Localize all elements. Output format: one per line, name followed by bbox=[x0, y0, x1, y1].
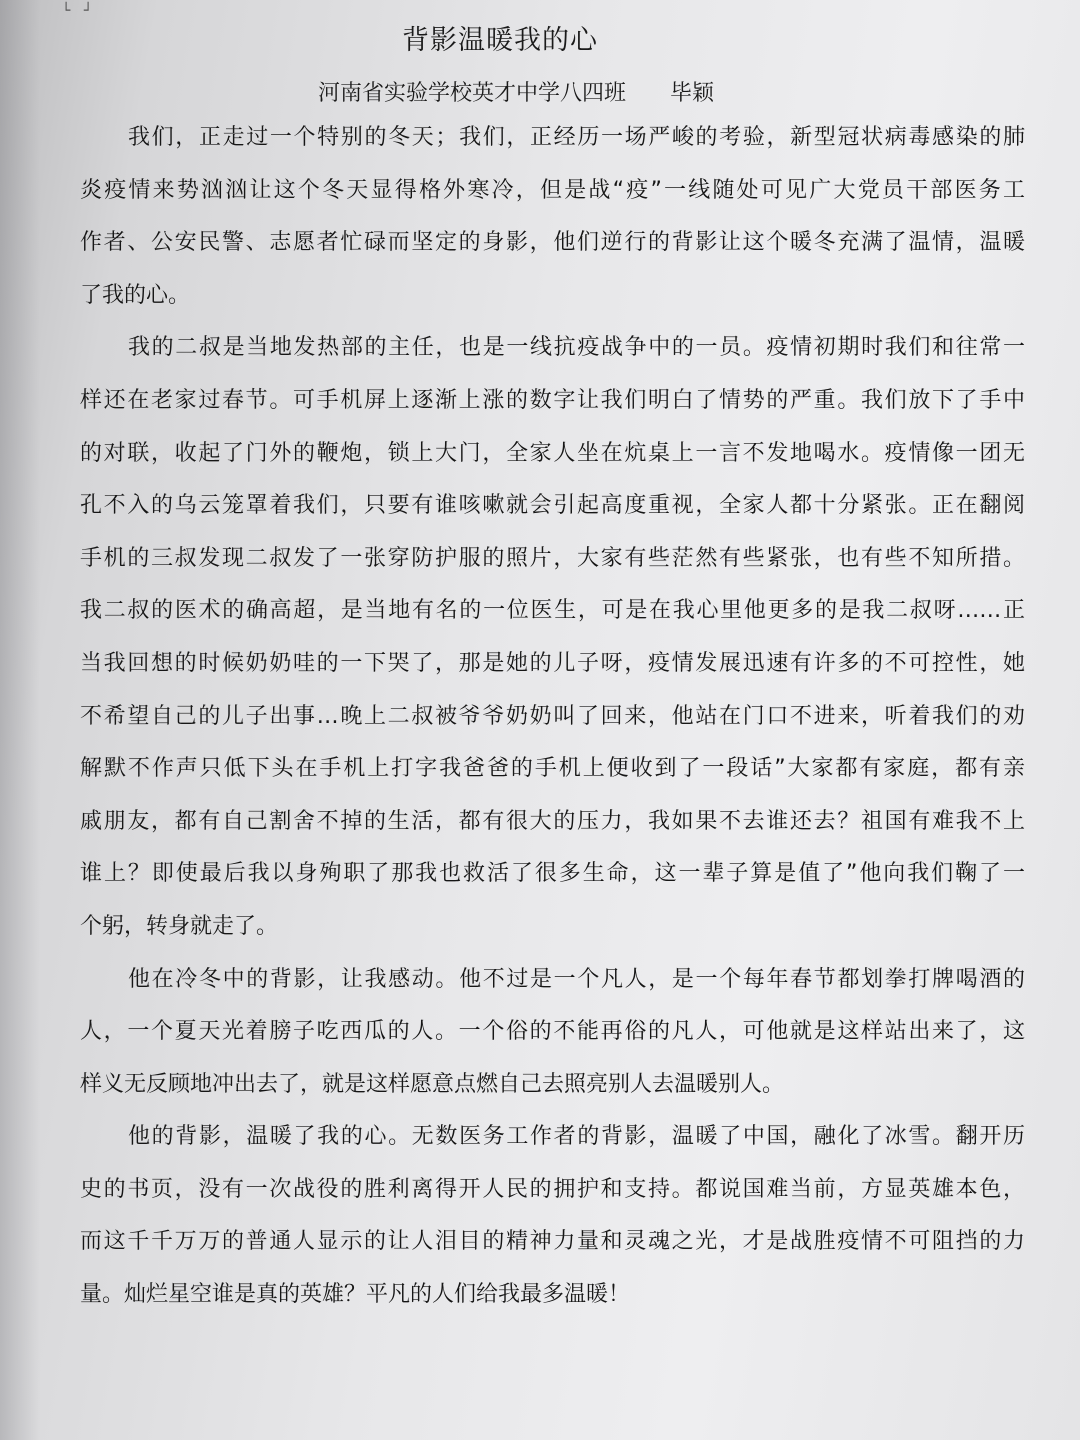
paragraph-line: 作者、公安民警、志愿者忙碌而坚定的身影，他们逆行的背影让这个暖冬充满了温情，温暖 bbox=[80, 230, 1025, 256]
paragraph-line: 了我的心。 bbox=[80, 282, 191, 308]
paragraph-line: 他在冷冬中的背影，让我感动。他不过是一个凡人，是一个每年春节都划拳打牌喝酒的 bbox=[128, 966, 1025, 992]
paragraph-line: 人，一个夏天光着膀子吃西瓜的人。一个俗的不能再俗的凡人，可他就是这样站出来了，这 bbox=[80, 1019, 1025, 1045]
paragraph-3 bbox=[80, 954, 1025, 1112]
paragraph-line: 个躬，转身就走了。 bbox=[80, 913, 279, 939]
paragraph-1 bbox=[80, 112, 1025, 322]
paragraph-line: 样还在老家过春节。可手机屏上逐渐上涨的数字让我们明白了情势的严重。我们放下了手中 bbox=[80, 387, 1025, 413]
paragraph-line: 我的二叔是当地发热部的主任，也是一线抗疫战争中的一员。疫情初期时我们和往常一 bbox=[128, 335, 1025, 361]
paragraph-line: 而这千千万万的普通人显示的让人泪目的精神力量和灵魂之光，才是战胜疫情不可阻挡的力 bbox=[80, 1229, 1025, 1255]
paragraph-line: 谁上？即使最后我以身殉职了那我也救活了很多生命，这一辈子算是值了”他向我们鞠了一 bbox=[80, 861, 1025, 887]
paragraph-line: 的对联，收起了门外的鞭炮，锁上大门，全家人坐在炕桌上一言不发地喝水。疫情像一团无 bbox=[80, 440, 1025, 466]
paragraph-line: 炎疫情来势汹汹让这个冬天显得格外寒冷，但是战“疫”一线随处可见广大党员干部医务工 bbox=[80, 177, 1025, 203]
paragraph-line: 量。灿烂星空谁是真的英雄？平凡的人们给我最多温暖！ bbox=[80, 1282, 631, 1308]
paragraph-line: 我们，正走过一个特别的冬天；我们，正经历一场严峻的考验，新型冠状病毒感染的肺 bbox=[128, 125, 1025, 150]
byline-author: 毕颖 bbox=[670, 81, 715, 106]
paragraph-4 bbox=[80, 1111, 1025, 1321]
document-title: 背影温暖我的心 bbox=[402, 25, 598, 56]
paragraph-line: 孔不入的乌云笼罩着我们，只要有谁咳嗽就会引起高度重视，全家人都十分紧张。正在翻阅 bbox=[80, 493, 1025, 519]
paragraph-line: 解默不作声只低下头在手机上打字我爸爸的手机上便收到了一段话”大家都有家庭，都有亲 bbox=[80, 756, 1025, 782]
byline bbox=[318, 76, 714, 107]
essay-body bbox=[80, 112, 1025, 1322]
paragraph-line: 我二叔的医术的确高超，是当地有名的一位医生，可是在我心里他更多的是我二叔呀……正 bbox=[80, 598, 1025, 624]
paragraph-2 bbox=[80, 322, 1025, 953]
paragraph-line: 样义无反顾地冲出去了，就是这样愿意点燃自己去照亮别人去温暖别人。 bbox=[80, 1071, 785, 1097]
paragraph-line: 不希望自己的儿子出事…晚上二叔被爷爷奶奶叫了回来，他站在门口不进来，听着我们的劝 bbox=[80, 703, 1025, 729]
paragraph-line: 手机的三叔发现二叔发了一张穿防护服的照片，大家有些茫然有些紧张，也有些不知所措。 bbox=[80, 545, 1025, 571]
page-edge-shadow bbox=[0, 0, 40, 1440]
paragraph-line: 他的背影，温暖了我的心。无数医务工作者的背影，温暖了中国，融化了冰雪。翻开历 bbox=[128, 1124, 1025, 1150]
margin-corner-mark-left: └ bbox=[62, 3, 71, 19]
margin-corner-mark-right: ┘ bbox=[84, 3, 93, 19]
paragraph-line: 当我回想的时候奶奶哇的一下哭了，那是她的儿子呀，疫情发展迅速有许多的不可控性，她 bbox=[80, 650, 1025, 676]
byline-school: 河南省实验学校英才中学八四班 bbox=[318, 81, 627, 106]
paragraph-line: 史的书页，没有一次战役的胜利离得开人民的拥护和支持。都说国难当前，方显英雄本色， bbox=[80, 1176, 1025, 1202]
paragraph-line: 戚朋友，都有自己割舍不掉的生活，都有很大的压力，我如果不去谁还去？祖国有难我不上 bbox=[80, 808, 1025, 834]
